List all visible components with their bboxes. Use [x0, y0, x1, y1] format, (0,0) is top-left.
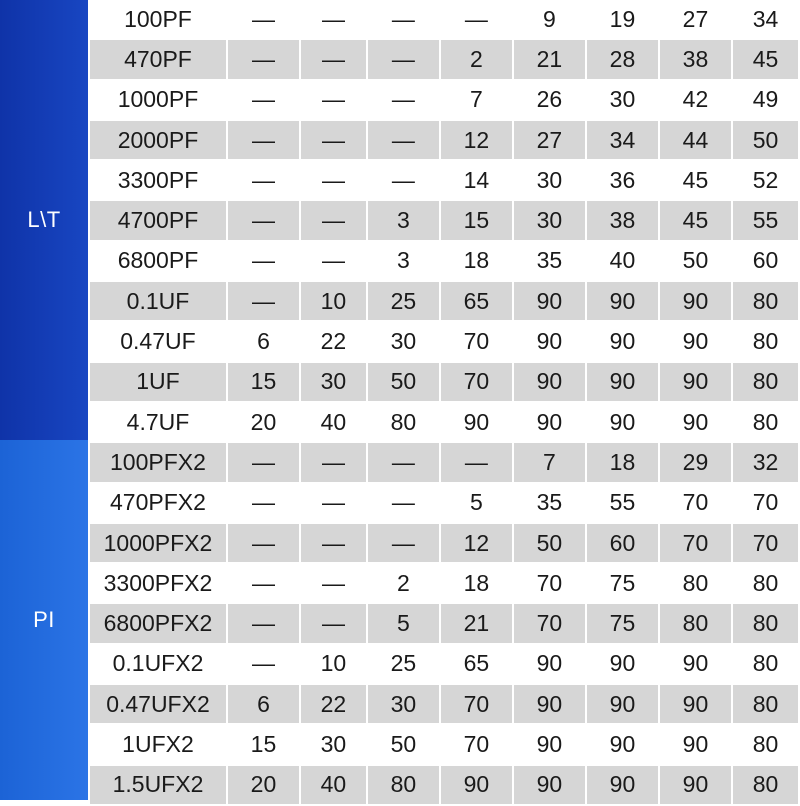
value-cell: 70 — [441, 685, 512, 723]
value-cell: — — [228, 40, 299, 78]
value-cell: — — [251, 166, 275, 193]
value-cell: 45 — [660, 201, 731, 239]
value-cell: 70 — [463, 328, 490, 355]
value-cell: 30 — [301, 363, 366, 401]
value-cell: 90 — [514, 282, 585, 320]
value-cell: 12 — [441, 524, 512, 562]
group-label-lt — [0, 0, 88, 440]
value-cell: — — [321, 569, 345, 596]
value-cell: 65 — [463, 650, 490, 677]
capacitance-cell: 1000PFX2 — [90, 524, 226, 562]
group-label-pi-text: PI — [33, 607, 55, 632]
table-row — [90, 161, 798, 199]
value-cell: 70 — [463, 730, 490, 757]
value-cell: 5 — [470, 489, 483, 516]
capacitance-cell: 1.5UFX2 — [90, 766, 226, 804]
table-row — [90, 322, 798, 360]
value-cell: 90 — [587, 685, 658, 723]
value-cell: — — [368, 121, 439, 159]
value-cell: 6 — [228, 685, 299, 723]
value-cell: 90 — [463, 408, 490, 435]
value-cell: — — [251, 489, 275, 516]
value-cell: — — [391, 166, 415, 193]
value-cell: 5 — [368, 604, 439, 642]
value-cell: 90 — [609, 328, 636, 355]
value-cell: 90 — [682, 730, 709, 757]
value-cell: 50 — [390, 730, 417, 757]
value-cell: — — [368, 443, 439, 481]
table-row — [90, 524, 798, 562]
value-cell: 80 — [752, 408, 779, 435]
value-cell: 55 — [733, 201, 798, 239]
value-cell: 90 — [682, 328, 709, 355]
value-cell: 30 — [609, 86, 636, 113]
value-cell: 80 — [733, 766, 798, 804]
value-cell: 70 — [682, 489, 709, 516]
value-cell: — — [321, 5, 345, 32]
value-cell: 90 — [441, 766, 512, 804]
value-cell: — — [321, 86, 345, 113]
value-cell: 3 — [368, 201, 439, 239]
capacitance-cell: 0.1UF — [90, 282, 226, 320]
table-row — [90, 725, 798, 763]
capacitance-cell: 6800PF — [117, 247, 199, 274]
value-cell: — — [228, 201, 299, 239]
capacitance-cell: 1UF — [90, 363, 226, 401]
value-cell: 29 — [660, 443, 731, 481]
table-row — [90, 403, 798, 441]
value-cell: — — [301, 201, 366, 239]
table-row — [90, 645, 798, 683]
value-cell: — — [391, 5, 415, 32]
value-cell: — — [391, 489, 415, 516]
table-row — [90, 604, 798, 642]
value-cell: 90 — [536, 730, 563, 757]
value-cell: 14 — [463, 166, 490, 193]
value-cell: 20 — [228, 766, 299, 804]
value-cell: 75 — [609, 569, 636, 596]
capacitance-cell: 3300PFX2 — [103, 569, 213, 596]
value-cell: 45 — [682, 166, 709, 193]
value-cell: 22 — [301, 685, 366, 723]
capacitance-cell: 1000PF — [117, 86, 199, 113]
value-cell: 12 — [441, 121, 512, 159]
value-cell: 80 — [733, 363, 798, 401]
value-cell: — — [251, 247, 275, 274]
value-cell: — — [321, 166, 345, 193]
value-cell: 3 — [397, 247, 410, 274]
value-cell: 40 — [609, 247, 636, 274]
value-cell: 30 — [514, 201, 585, 239]
value-cell: 35 — [536, 489, 563, 516]
value-cell: 90 — [514, 363, 585, 401]
value-cell: 90 — [660, 685, 731, 723]
value-cell: 32 — [733, 443, 798, 481]
value-cell: — — [251, 650, 275, 677]
table-row — [90, 282, 798, 320]
value-cell: — — [228, 604, 299, 642]
value-cell: 52 — [752, 166, 779, 193]
value-cell: 70 — [514, 604, 585, 642]
value-cell: 90 — [609, 408, 636, 435]
value-cell: 90 — [536, 408, 563, 435]
value-cell: — — [228, 121, 299, 159]
value-cell: 80 — [752, 569, 779, 596]
value-cell: 44 — [660, 121, 731, 159]
value-cell: 50 — [514, 524, 585, 562]
value-cell: 18 — [463, 247, 490, 274]
value-cell: 80 — [752, 650, 779, 677]
value-cell: — — [228, 443, 299, 481]
value-cell: 42 — [682, 86, 709, 113]
value-cell: 80 — [752, 328, 779, 355]
value-cell: — — [321, 489, 345, 516]
capacitance-cell: 3300PF — [117, 166, 199, 193]
table-row — [90, 0, 798, 38]
table-row — [90, 766, 798, 804]
value-cell: 2 — [397, 569, 410, 596]
value-cell: 30 — [320, 730, 347, 757]
capacitance-cell: 100PF — [124, 5, 192, 32]
value-cell: 60 — [752, 247, 779, 274]
data-table — [88, 0, 800, 806]
value-cell: — — [321, 247, 345, 274]
value-cell: 40 — [301, 766, 366, 804]
value-cell: 27 — [682, 5, 709, 32]
value-cell: 70 — [441, 363, 512, 401]
value-cell: 90 — [682, 408, 709, 435]
value-cell: 19 — [609, 5, 636, 32]
value-cell: 6 — [257, 328, 270, 355]
value-cell: 27 — [514, 121, 585, 159]
value-cell: 50 — [733, 121, 798, 159]
value-cell: 38 — [587, 201, 658, 239]
value-cell: 45 — [733, 40, 798, 78]
value-cell: 50 — [682, 247, 709, 274]
value-cell: 25 — [368, 282, 439, 320]
value-cell: 21 — [441, 604, 512, 642]
table-row — [90, 685, 798, 723]
table-row — [90, 363, 798, 401]
value-cell: — — [301, 40, 366, 78]
value-cell: 10 — [301, 282, 366, 320]
value-cell: 2 — [441, 40, 512, 78]
value-cell: 30 — [368, 685, 439, 723]
value-cell: — — [368, 40, 439, 78]
value-cell: 80 — [660, 604, 731, 642]
capacitance-cell: 1UFX2 — [122, 730, 194, 757]
value-cell: 70 — [536, 569, 563, 596]
value-cell: 90 — [682, 650, 709, 677]
table-row — [90, 121, 798, 159]
value-cell: 80 — [733, 282, 798, 320]
table-row — [90, 201, 798, 239]
value-cell: 90 — [536, 650, 563, 677]
value-cell: 25 — [390, 650, 417, 677]
value-cell: 38 — [660, 40, 731, 78]
table-row — [90, 40, 798, 78]
value-cell: 22 — [320, 328, 347, 355]
value-cell: 15 — [250, 730, 277, 757]
value-cell: 30 — [390, 328, 417, 355]
value-cell: 10 — [320, 650, 347, 677]
capacitance-cell: 470PF — [90, 40, 226, 78]
capacitance-cell: 2000PF — [90, 121, 226, 159]
value-cell: 90 — [660, 282, 731, 320]
value-cell: — — [251, 5, 275, 32]
value-cell: — — [228, 524, 299, 562]
value-cell: — — [368, 524, 439, 562]
value-cell: 35 — [536, 247, 563, 274]
value-cell: 80 — [390, 408, 417, 435]
value-cell: 80 — [752, 730, 779, 757]
value-cell: 90 — [660, 363, 731, 401]
value-cell: 90 — [514, 685, 585, 723]
table-row — [90, 81, 798, 119]
value-cell: — — [301, 443, 366, 481]
value-cell: 90 — [536, 328, 563, 355]
value-cell: 90 — [514, 766, 585, 804]
value-cell: 15 — [228, 363, 299, 401]
value-cell: 49 — [752, 86, 779, 113]
value-cell: — — [301, 604, 366, 642]
capacitance-cell: 470PFX2 — [110, 489, 206, 516]
value-cell: — — [228, 282, 299, 320]
value-cell: — — [391, 86, 415, 113]
table-row — [90, 484, 798, 522]
value-cell: 55 — [609, 489, 636, 516]
value-cell: 90 — [587, 766, 658, 804]
table-body — [90, 0, 798, 804]
value-cell: 90 — [609, 650, 636, 677]
group-label-pi — [0, 440, 88, 800]
value-cell: — — [464, 5, 488, 32]
value-cell: 18 — [587, 443, 658, 481]
value-cell: 80 — [682, 569, 709, 596]
value-cell: 70 — [752, 489, 779, 516]
value-cell: — — [251, 86, 275, 113]
value-cell: 34 — [587, 121, 658, 159]
capacitance-cell: 0.1UFX2 — [112, 650, 204, 677]
value-cell: 90 — [660, 766, 731, 804]
value-cell: 7 — [514, 443, 585, 481]
value-cell: 50 — [368, 363, 439, 401]
value-cell: 80 — [733, 604, 798, 642]
capacitance-cell: 100PFX2 — [90, 443, 226, 481]
capacitance-cell: 6800PFX2 — [90, 604, 226, 642]
group-label-lt-text: L\T — [27, 207, 61, 232]
capacitance-cell: 4700PF — [90, 201, 226, 239]
value-cell: — — [301, 524, 366, 562]
value-cell: 70 — [660, 524, 731, 562]
value-cell: 26 — [536, 86, 563, 113]
value-cell: 15 — [441, 201, 512, 239]
value-cell: 80 — [368, 766, 439, 804]
table-row — [90, 564, 798, 602]
value-cell: 90 — [587, 282, 658, 320]
value-cell: 18 — [463, 569, 490, 596]
value-cell: 70 — [733, 524, 798, 562]
table-row — [90, 443, 798, 481]
value-cell: — — [251, 569, 275, 596]
value-cell: 40 — [320, 408, 347, 435]
value-cell: — — [441, 443, 512, 481]
value-cell: 21 — [514, 40, 585, 78]
capacitance-cell: 0.47UFX2 — [90, 685, 226, 723]
capacitance-cell: 0.47UF — [120, 328, 196, 355]
value-cell: 20 — [250, 408, 277, 435]
value-cell: 65 — [441, 282, 512, 320]
value-cell: 28 — [587, 40, 658, 78]
capacitance-cell: 4.7UF — [126, 408, 190, 435]
value-cell: 75 — [587, 604, 658, 642]
value-cell: 9 — [543, 5, 556, 32]
value-cell: — — [301, 121, 366, 159]
value-cell: 34 — [752, 5, 779, 32]
value-cell: 60 — [587, 524, 658, 562]
value-cell: 36 — [609, 166, 636, 193]
value-cell: 30 — [536, 166, 563, 193]
value-cell: 90 — [587, 363, 658, 401]
value-cell: 90 — [609, 730, 636, 757]
table-row — [90, 242, 798, 280]
value-cell: 7 — [470, 86, 483, 113]
value-cell: 80 — [733, 685, 798, 723]
